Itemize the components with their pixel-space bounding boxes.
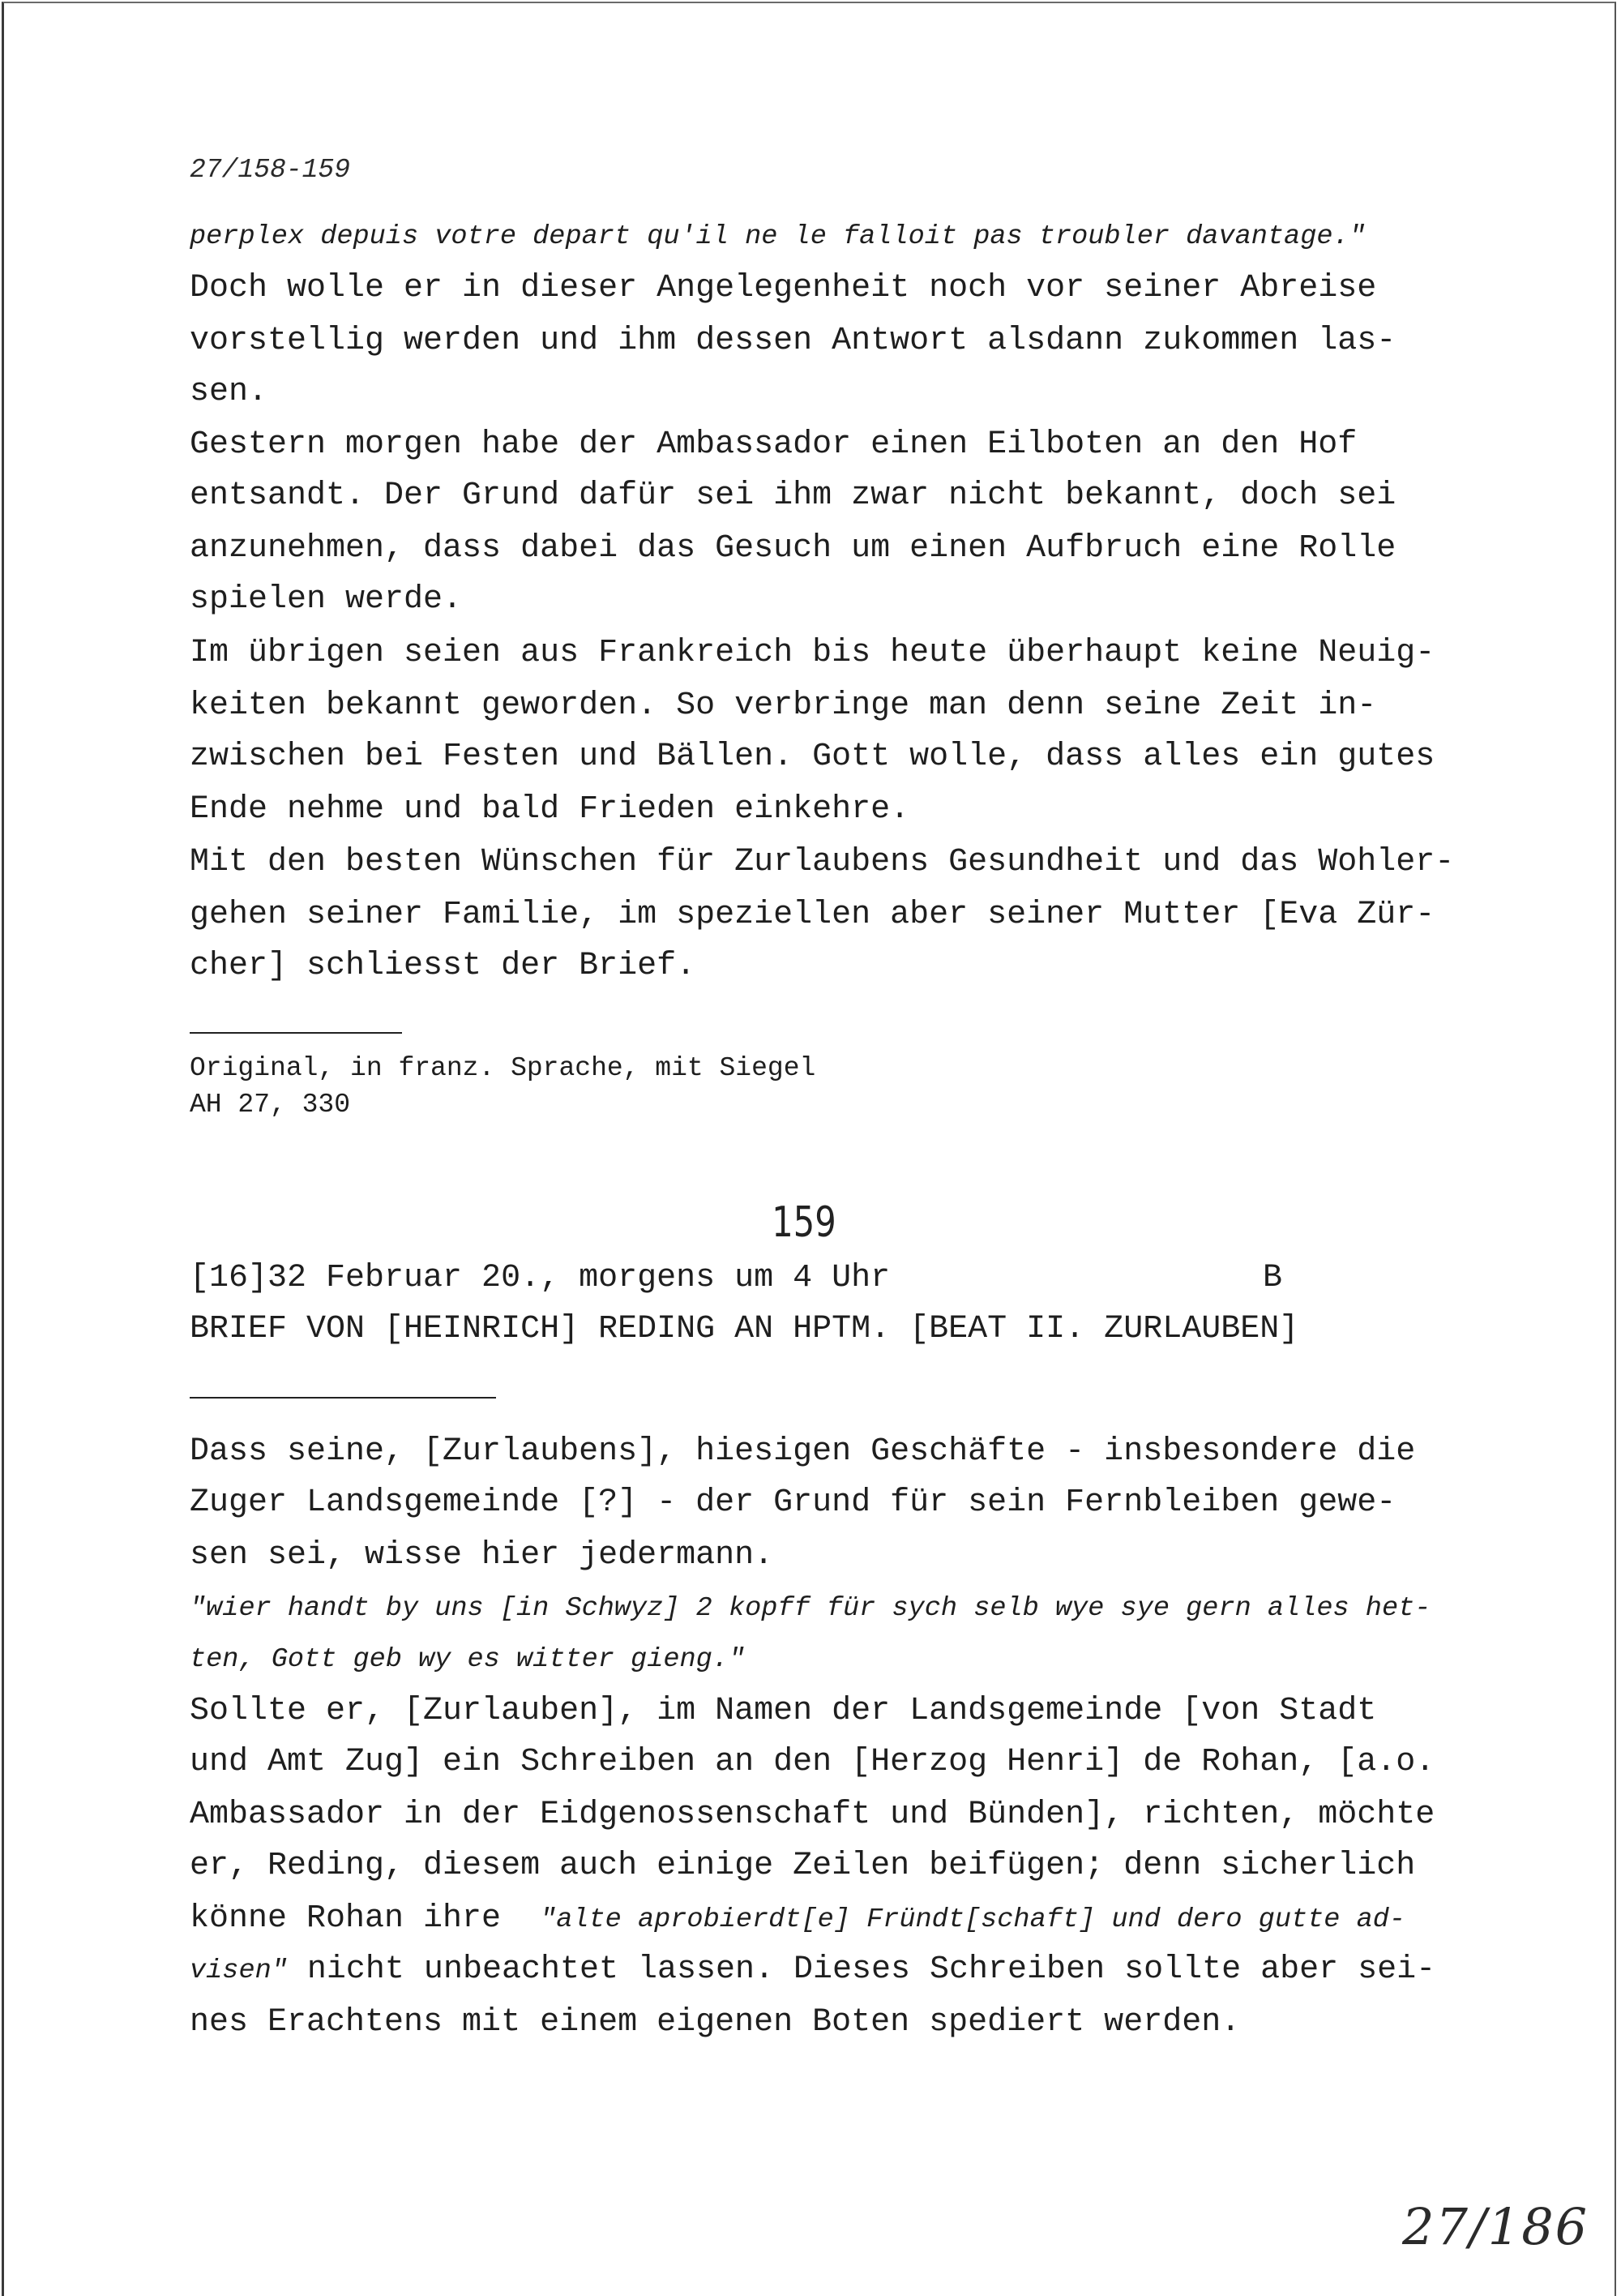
body-line: Dass seine, [Zurlaubens], hiesigen Geschäfte - insbesondere die: [190, 1433, 1416, 1470]
body-line: Zuger Landsgemeinde [?] - der Grund für sein Fernbleiben gewe-: [190, 1484, 1396, 1521]
body-line: und Amt Zug] ein Schreiben an den [Herzog Henri] de Rohan, [a.o.: [190, 1744, 1435, 1780]
quoted-segment: "alte aprobierdt[e] Fründt[schaft] und dero gutte ad-: [540, 1904, 1406, 1935]
archive-reference: AH 27, 330: [190, 1090, 351, 1120]
body-line: Doch wolle er in dieser Angelegenheit noch vor seiner Abreise: [190, 270, 1377, 306]
entry-date: [16]32 Februar 20., morgens um 4 Uhr: [190, 1260, 891, 1296]
body-line: gehen seiner Familie, im speziellen aber seiner Mutter [Eva Zür-: [190, 897, 1435, 933]
document-type-mark: B: [1263, 1260, 1283, 1296]
plain-segment: könne Rohan ihre: [190, 1900, 541, 1937]
body-line: vorstellig werden und ihm dessen Antwort alsdann zukommen las-: [190, 323, 1396, 359]
plain-segment: nicht unbeachtet lassen. Dieses Schreiben sollte aber sei-: [287, 1951, 1436, 1988]
body-line: Im übrigen seien aus Frankreich bis heute überhaupt keine Neuig-: [190, 635, 1435, 671]
quoted-segment: visen": [190, 1955, 288, 1986]
mixed-line: [190, 1951, 1435, 1990]
quoted-french-line: perplex depuis votre depart qu'il ne le falloit pas troubler davantage.": [190, 221, 1366, 252]
handwritten-page-number: 27/186: [1402, 2197, 1589, 2256]
body-line: sen sei, wisse hier jedermann.: [190, 1537, 774, 1574]
body-line: sen.: [190, 374, 268, 410]
body-line: Ambassador in der Eidgenossenschaft und Bünden], richten, möchte: [190, 1797, 1435, 1833]
entry-title: BRIEF VON [HEINRICH] REDING AN HPTM. [BEAT II. ZURLAUBEN]: [190, 1311, 1299, 1347]
page-reference: 27/158-159: [190, 155, 351, 185]
body-line: spielen werde.: [190, 581, 463, 618]
body-line: Mit den besten Wünschen für Zurlaubens Gesundheit und das Wohler-: [190, 844, 1455, 880]
body-line: nes Erachtens mit einem eigenen Boten spediert werden.: [190, 2004, 1241, 2041]
body-line: Sollte er, [Zurlauben], im Namen der Landsgemeinde [von Stadt: [190, 1693, 1377, 1729]
body-line: Ende nehme und bald Frieden einkehre.: [190, 791, 910, 828]
footnote-rule: [190, 1032, 402, 1034]
body-line: keiten bekannt geworden. So verbringe man denn seine Zeit in-: [190, 688, 1377, 724]
body-line: entsandt. Der Grund dafür sei ihm zwar nicht bekannt, doch sei: [190, 478, 1396, 514]
mixed-line: [190, 1900, 1405, 1939]
body-line: Gestern morgen habe der Ambassador einen Eilboten an den Hof: [190, 426, 1358, 463]
quoted-line: "wier handt by uns [in Schwyz] 2 kopff für sych selb wye sye gern alles het-: [190, 1593, 1431, 1624]
title-rule: [190, 1397, 496, 1399]
quoted-line: ten, Gott geb wy es witter gieng.": [190, 1644, 746, 1675]
body-line: cher] schliesst der Brief.: [190, 948, 696, 984]
body-line: zwischen bei Festen und Bällen. Gott wolle, dass alles ein gutes: [190, 739, 1435, 775]
body-line: anzunehmen, dass dabei das Gesuch um einen Aufbruch eine Rolle: [190, 530, 1396, 567]
entry-number: 159: [772, 1198, 836, 1247]
source-note: Original, in franz. Sprache, mit Siegel: [190, 1053, 816, 1083]
body-line: er, Reding, diesem auch einige Zeilen beifügen; denn sicherlich: [190, 1848, 1416, 1884]
